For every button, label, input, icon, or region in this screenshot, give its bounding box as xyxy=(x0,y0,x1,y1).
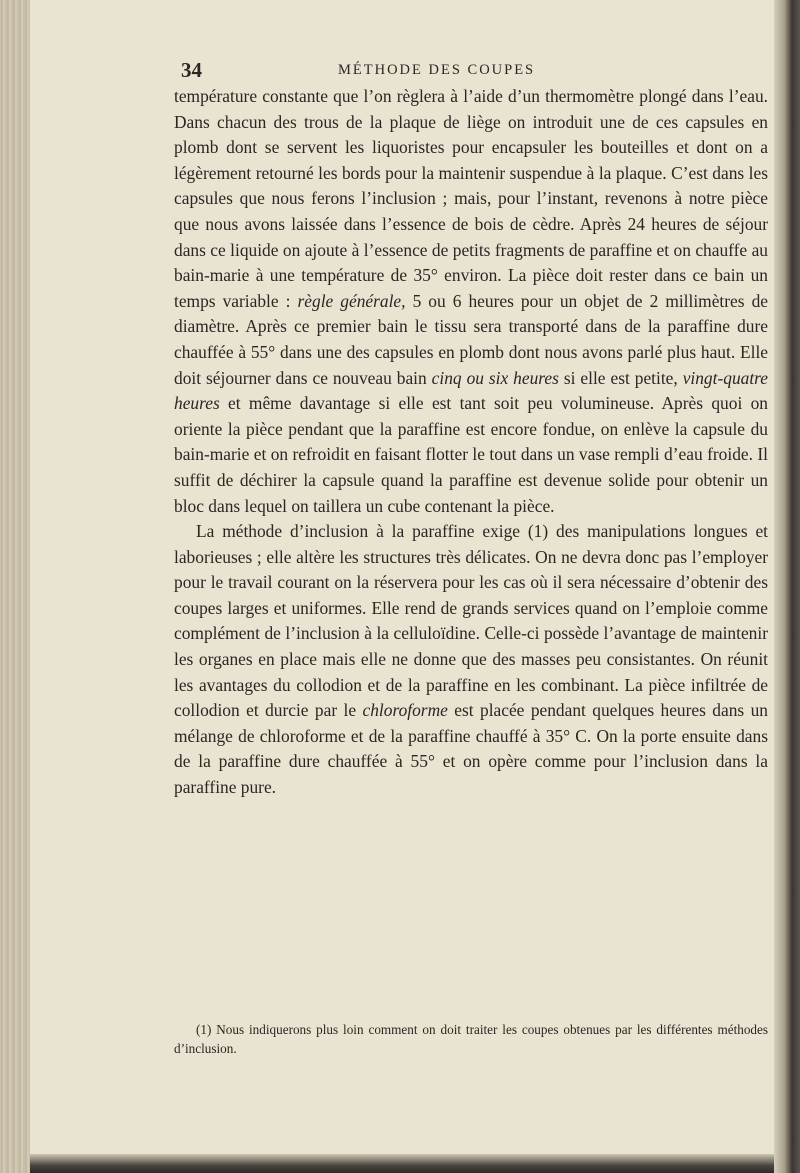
paragraph-2-text-1: La méthode d’inclusion à la paraffine exige (1) des manipulations longues et laborieuses ; elle altère les structures très délicates. On ne devra donc pas l’employer pour le travail courant on la réservera pour les cas où il sera nécessaire d’obtenir des coupes larges et uniformes. Elle rend de grands services quand on l’emploie comme complément de l’inclusion à la celluloïdine. Celle-ci possède l’avantage de maintenir les organes en place mais elle ne donne que des masses peu consistantes. On réunit les avantages du collodion et de la paraffine en les combinant. La pièce infiltrée de collodion et durcie par le xyxy=(174,521,768,721)
paragraph-1-italic-2: cinq ou six heures xyxy=(431,367,559,388)
page-number: 34 xyxy=(181,58,202,82)
footnote: (1) Nous indiquerons plus loin comment on doit traiter les coupes obtenues par les différentes méthodes d’inclusion. xyxy=(174,1022,768,1056)
paragraph-2-italic-1: chloroforme xyxy=(362,700,448,721)
paragraph-1-italic-3: vingt-quatre heures xyxy=(174,367,769,414)
paragraph-1-text-1: température constante que l’on règlera à l’aide d’un thermomètre plongé dans l’eau. Dans chacun des trous de la plaque de liège on introduit une de ces capsules en plomb dont se servent les liquoristes pour encapsuler les bouteilles et dont on a légèrement retourné les bords pour la maintenir suspendue à la plaque. C’est dans les capsules que nous ferons l’inclusion ; mais, pour l’instant, revenons à notre pièce que nous avons laissée dans l’essence de bois de cèdre. Après 24 heures de séjour dans ce liquide on ajoute à l’essence de petits fragments de paraffine et on chauffe au bain-marie à une température de 35° environ. La pièce doit rester dans ce bain un temps variable : xyxy=(174,86,768,311)
body-text xyxy=(174,84,768,801)
running-title: MÉTHODE DES COUPES xyxy=(338,62,536,78)
paragraph-1-text-2: 5 ou 6 heures pour un objet de 2 millimètres de diamètre. Après ce premier bain le tissu sera transporté dans de la paraffine dure chauffée à 55° dans une des capsules en plomb dont nous avons parlé plus haut. Elle doit séjourner dans ce nouveau bain xyxy=(174,290,768,388)
paragraph-1 xyxy=(174,84,768,519)
book-edge-right xyxy=(774,0,800,1173)
paragraph-2-text-2: est placée pendant quelques heures dans un mélange de chloroforme et de la paraffine chauffé à 35° C. On la porte ensuite dans de la paraffine dure chauffée à 55° et on opère comme pour l’inclusion dans la paraffine pure. xyxy=(174,700,768,798)
paragraph-1-text-3: si elle est petite, xyxy=(558,367,683,388)
page-header xyxy=(56,58,768,86)
paragraph-1-text-4: et même davantage si elle est tant soit peu volumineuse. Après quoi on oriente la pièce pendant que la paraffine est encore fondue, on enlève la capsule du bain-marie et on refroidit en faisant flotter le tout dans un vase rempli d’eau froide. Il suffit de déchirer la capsule quand la paraffine est devenue solide pour obtenir un bloc dans lequel on taillera un cube contenant la pièce. xyxy=(174,393,768,516)
paragraph-1-italic-1: règle générale, xyxy=(297,290,406,311)
paragraph-2 xyxy=(174,519,768,801)
book-page xyxy=(56,0,768,1150)
book-gutter-left xyxy=(0,0,30,1173)
book-edge-bottom xyxy=(30,1154,774,1173)
